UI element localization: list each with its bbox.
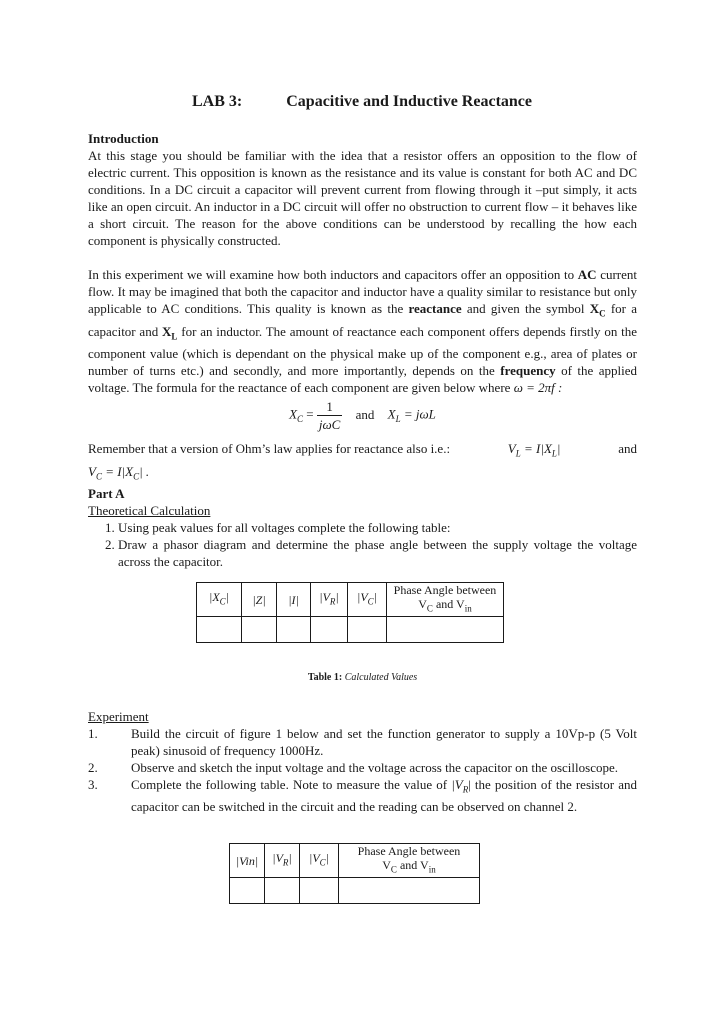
header-phase-angle: Phase Angle between $V_C$ and $V_{in}$ — [339, 844, 480, 877]
list-item: 1. Using peak values for all voltages complete the following table: — [118, 519, 637, 536]
part-a-heading: Part A — [88, 486, 125, 502]
header-xc: $|X_C|$ — [197, 583, 242, 616]
header-vc: $|V_C|$ — [348, 583, 387, 616]
list-item: 2. Draw a phasor diagram and determine the phase angle between the supply voltage the voltage across the capacitor. — [118, 536, 637, 570]
experiment-steps — [88, 725, 637, 816]
page-title — [0, 92, 724, 112]
theoretical-steps — [88, 519, 637, 570]
reactance-fraction: $\frac{1}{\text{jωC}}$ — [318, 399, 341, 433]
experiment-heading: Experiment — [88, 708, 149, 724]
table-cell[interactable] — [230, 877, 265, 903]
header-vr: $|V_R|$ — [311, 583, 348, 616]
table-cell[interactable] — [277, 616, 311, 642]
calculated-values-table — [196, 582, 504, 642]
table-cell[interactable] — [311, 616, 348, 642]
list-item: 3. Complete the following table. Note to measure the value of $|V_R|$ the position of the resistor and capacitor can be switched in the circuit and the reading can be observed on channel 2. — [88, 776, 638, 815]
introduction-paragraph-1: At this stage you should be familiar with the idea that a resistor offers an opposition to the flow of electric current. This opposition is known as the resistance and its value is constant for both AC and DC conditions. In a DC circuit a capacitor will prevent current from flowing through it –put simply, it acts like an open circuit. An inductor in a DC circuit will offer no obstruction to current flow – it behaves like a short circuit. The reason for the above conditions can be understood by recalling the how each component is physically constructed. — [88, 148, 637, 248]
table-cell[interactable] — [387, 616, 504, 642]
main-content — [88, 130, 637, 904]
header-i: |I| — [277, 583, 311, 616]
table-cell[interactable] — [242, 616, 277, 642]
list-item: 2. Observe and sketch the input voltage and the voltage across the capacitor on the oscilloscope. — [88, 759, 618, 775]
lab-subject: Capacitive and Inductive Reactance — [286, 93, 532, 110]
lab-number: LAB 3: — [192, 93, 243, 110]
ohms-law-line: Remember that a version of Ohm’s law applies for reactance also i.e.: $V_L = I|X_L|$ and — [88, 441, 637, 459]
table-cell[interactable] — [265, 877, 300, 903]
header-phase-angle: Phase Angle between $V_C$ and $V_{in}$ — [387, 583, 504, 616]
theoretical-calculation-heading: Theoretical Calculation — [88, 503, 211, 519]
table-1-caption: Table 1: Calculated Values — [307, 671, 418, 683]
reactance-formula: $X_C$ = $\frac{1}{\text{jωC}}$ and $X_L = j\omega L$ — [289, 399, 436, 433]
header-vin: |Vin| — [230, 844, 265, 877]
measured-values-table — [229, 843, 480, 903]
list-item: 1. Build the circuit of figure 1 below and set the function generator to supply a 10Vp-p (5 Volt peak) sinusoid of frequency 1000Hz. — [88, 725, 637, 758]
header-vr: $|V_R|$ — [265, 844, 300, 877]
introduction-heading: Introduction — [88, 131, 159, 146]
header-z: |Z| — [242, 583, 277, 616]
table-cell[interactable] — [300, 877, 339, 903]
introduction-paragraph-2: In this experiment we will examine how both inductors and capacitors offer an opposition to AC current flow. It may be imagined that both the capacitor and inductor have a quality similar to resistance but only applicable to AC conditions. This quality is known as the reactance and given the symbol $X_C$ for a capacitor and $X_L$ for an inductor. The amount of reactance each component offers depends firstly on the component value (which is dependant on the physical make up of the component e.g., area of plates or number of turns etc.) and secondly, and more importantly, depends on the frequency of the applied voltage. The formula for the reactance of each component are given below where ω = 2πf : — [88, 267, 638, 396]
table-cell[interactable] — [339, 877, 480, 903]
ohms-law-capacitor: $V_C = I|X_C|$ . — [88, 463, 150, 482]
header-vc: $|V_C|$ — [300, 844, 339, 877]
table-cell[interactable] — [197, 616, 242, 642]
table-cell[interactable] — [348, 616, 387, 642]
